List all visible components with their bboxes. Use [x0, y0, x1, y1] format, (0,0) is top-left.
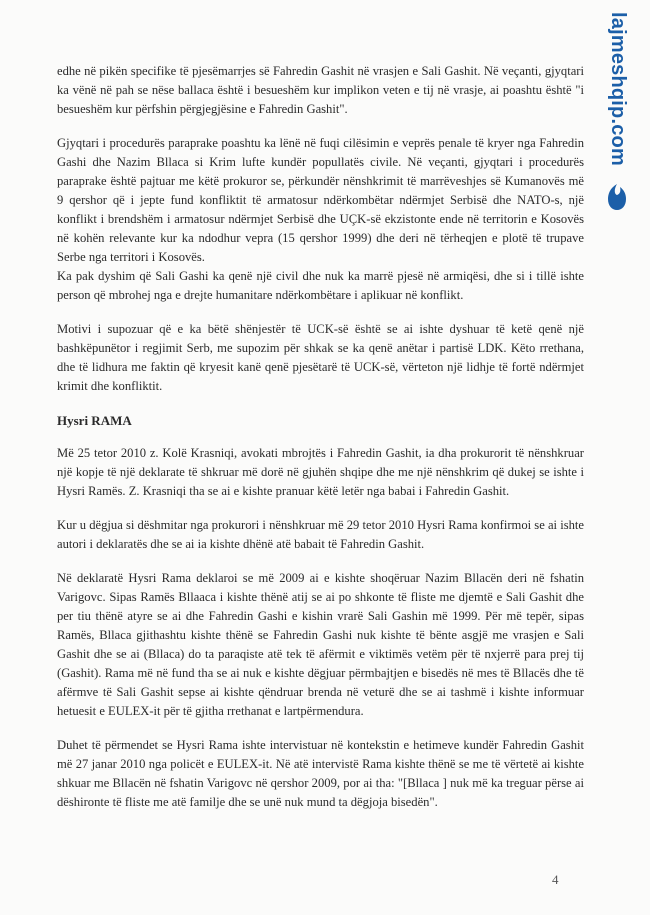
section-heading: Hysri RAMA [57, 413, 132, 428]
watermark [603, 12, 639, 222]
lajmeshqip-logo-icon [606, 182, 628, 212]
paragraph-war-crime: Gjyqtari i procedurës paraprake poashtu ka lënë në fuqi cilësimin e veprës penale të kryer nga Fahredin Gashi dhe Nazim Bllaca si Krim lufte kundër popullatës civile. Në veçanti, gjyqtari i procedurës paraprake është pajtuar me këtë prokuror se, përkundër nënshkrimit të marrëveshjes së Kumanovës më 9 qershor që i jepte fund konfliktit të armatosur ndërkombëtar ndërmjet Serbisë dhe NATO-s, një konflikt i brendshëm i armatosur ndërmjet Serbisë dhe UÇK-së ekzistonte ende në territorin e Kosovës në kohën relevante kur ka ndodhur vepra (15 qershor 1999) dhe deri në tërheqjen e plotë të trupave Serbe nga territori i Kosovës. [57, 136, 584, 264]
page-number: 4 [552, 872, 559, 887]
paragraph-declaration: Më 25 tetor 2010 z. Kolë Krasniqi, avokati mbrojtës i Fahredin Gashit, ia dha prokurorit të nënshkruar një kopje të një deklarate të shkruar më dorë në gjuhën shqipe dhe me një nënshkrim që dukej se ishte i Hysri Ramës. Z. Krasniqi tha se ai e kishte pranuar këtë letër nga babai i Fahredin Gashit. [57, 446, 584, 498]
paragraph-interview: Duhet të përmendet se Hysri Rama ishte intervistuar në kontekstin e hetimeve kundër Fahredin Gashit më 27 janar 2010 nga policët e EULEX-it. Në atë intervistë Rama kishte thënë se me të vërtetë ai kishte shkuar me Bllacën në fshatin Varigovc në qershor 2009, por ai tha: "[Bllaca ] nuk më ka treguar përse ai dëshironte të fliste me atë familje dhe se unë nuk mund ta dëgjoja bisedën". [57, 738, 584, 809]
document-body [57, 62, 584, 827]
paragraph-intro: edhe në pikën specifike të pjesëmarrjes së Fahredin Gashit në vrasjen e Sali Gashit. Në veçanti, gjyqtari ka vënë në pah se nëse ballaca është i besueshëm kur implikon veten e tij në vrasje, ai poashtu është "i besueshëm kur përfshin përgjegjësine e Fahredin Gashit". [57, 64, 584, 116]
watermark-text: lajmeshqip.com [607, 12, 629, 166]
paragraph-statement: Në deklaratë Hysri Rama deklaroi se më 2009 ai e kishte shoqëruar Nazim Bllacën deri në fshatin Varigovc. Sipas Ramës Bllaaca i kishte thënë atij se ai po shkonte të fliste me djemtë e Sali Gashit dhe per tiu thënë atyre se ai dhe Fahredin Gashi e kishin vrarë Sali Gashin më 1999. Për më tepër, sipas Ramës, Bllaca gjithashtu kishte thënë se Fahredin Gashi nuk kishte të bënte asgjë me vrasjen e Sali Gashit dhe se ai (Bllaca) do ta paraqiste atë tek të afërmit e viktimës vetëm për të nxjerrë para prej tij (Gashit). Rama më në fund tha se ai nuk e kishte dëgjuar përmbajtjen e bisedës në mes të Bllacës dhe të afërmve të Sali Gashit sepse ai kishte qëndruar brenda në veturë dhe se ai tashmë i kishte informuar hetuesit e EULEX-it për të gjitha rrethanat e lartpërmendura. [57, 571, 584, 718]
paragraph-witness: Kur u dëgjua si dëshmitar nga prokurori i nënshkruar më 29 tetor 2010 Hysri Rama konfirmoi se ai ishte autori i deklaratës dhe se ai ia kishte dhënë atë babait të Fahredin Gashit. [57, 518, 584, 551]
paragraph-motive: Motivi i supozuar që e ka bëtë shënjestër të UCK-së është se ai ishte dyshuar të ketë qenë një bashkëpunëtor i regjimit Serb, me supozim për shkak se ka qenë anëtar i partisë LDK. Këto rrethana, dhe të lidhura me faktin që kryesit kanë qenë pjesëtarë të UCK-së, vërteton një lidhje të fortë ndërmjet krimit dhe konfliktit. [57, 322, 584, 393]
paragraph-civilian: Ka pak dyshim që Sali Gashi ka qenë një civil dhe nuk ka marrë pjesë në armiqësi, dhe si i tillë ishte person që mbrohej nga e drejte humanitare ndërkombëtare i aplikuar në konflikt. [57, 269, 584, 302]
